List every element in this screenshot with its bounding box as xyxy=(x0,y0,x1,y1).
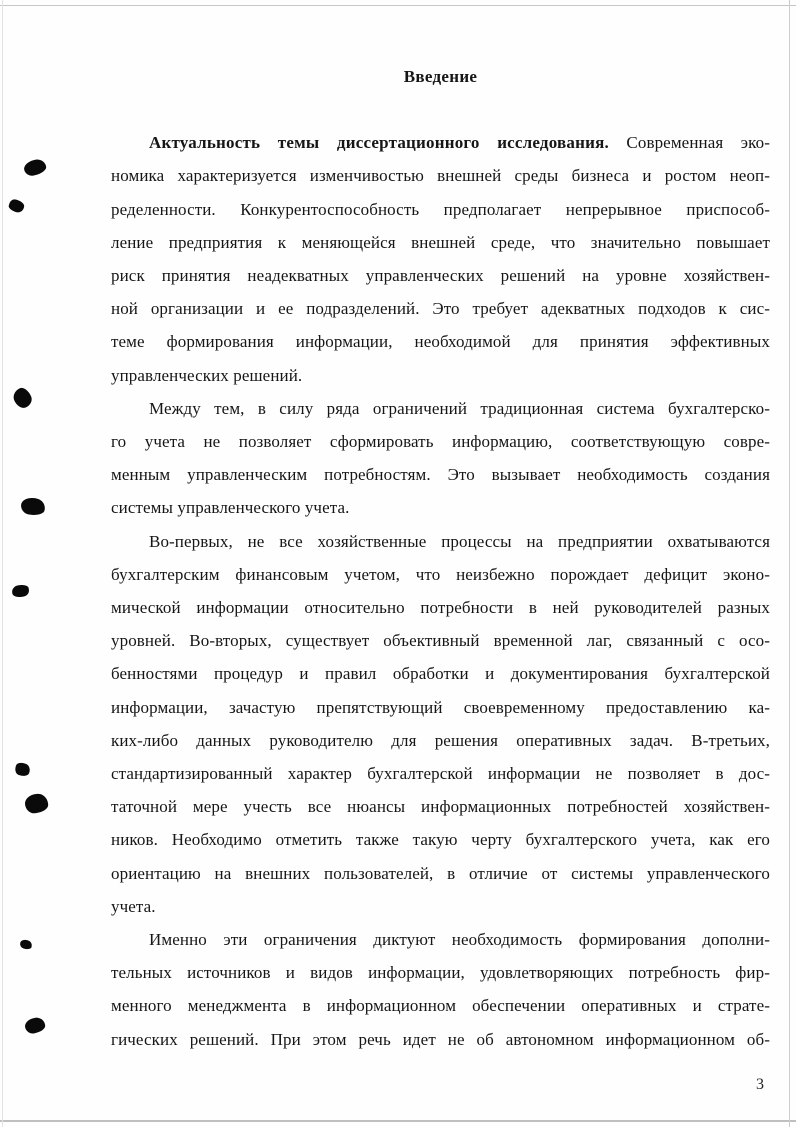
ink-blot xyxy=(20,496,46,516)
text-line: учета. xyxy=(111,896,156,916)
text-line: Между тем, в силу ряда ограничений традиционная система бухгалтерско- xyxy=(149,398,770,418)
ink-blot xyxy=(23,158,48,178)
ink-blot xyxy=(11,385,35,410)
text-line: мической информации относительно потребности в ней руководителей разных xyxy=(111,598,770,618)
text-line: теме формирования информации, необходимой для принятия эффективных xyxy=(111,332,770,352)
text-line: бухгалтерским финансовым учетом, что неизбежно порождает дефицит эконо- xyxy=(111,564,770,584)
document-content xyxy=(111,60,770,1056)
scan-edge-right xyxy=(789,0,790,1127)
text-line: риск принятия неадекватных управленческих решений на уровне хозяйствен- xyxy=(111,266,770,286)
text-line: управленческих решений. xyxy=(111,365,303,385)
text-line: ориентацию на внешних пользователей, в отличие от системы управленческого xyxy=(111,863,770,883)
text-line: номика характеризуется изменчивостью внешней среды бизнеса и ростом неоп- xyxy=(111,166,770,186)
paragraph xyxy=(111,525,770,923)
page-title: Введение xyxy=(403,67,478,86)
scan-edge-left xyxy=(2,0,3,1127)
text-line: бенностями процедур и правил обработки и документирования бухгалтерской xyxy=(111,664,770,684)
text-line: ников. Необходимо отметить также такую черту бухгалтерского учета, как его xyxy=(111,830,770,850)
text-line: стандартизированный характер бухгалтерской информации не позволяет в дос- xyxy=(111,764,770,784)
page-number: 3 xyxy=(756,1076,764,1093)
text-line: Актуальность темы диссертационного исследования. Современная эко- xyxy=(149,133,771,153)
ink-blot xyxy=(24,1016,47,1035)
text-line: менного менеджмента в информационном обеспечении оперативных и страте- xyxy=(111,996,770,1016)
scan-edge-top xyxy=(0,5,796,6)
text-line: уровней. Во-вторых, существует объективный временной лаг, связанный с осо- xyxy=(111,631,770,651)
text-line: ной организации и ее подразделений. Это требует адекватных подходов к сис- xyxy=(111,299,770,319)
text-line: ределенности. Конкурентоспособность предполагает непрерывное приспособ- xyxy=(111,199,770,219)
text-line: Во-первых, не все хозяйственные процессы на предприятии охватываются xyxy=(149,531,770,551)
text-line: го учета не позволяет сформировать информацию, соответствующую совре- xyxy=(111,432,770,452)
text-line: ких-либо данных руководителю для решения оперативных задач. В-третьих, xyxy=(111,730,770,750)
ink-blot xyxy=(24,793,49,814)
ink-blot xyxy=(13,761,32,779)
text-line: менным управленческим потребностям. Это вызывает необходимость создания xyxy=(111,465,770,485)
text-line: ление предприятия к меняющейся внешней среде, что значительно повышает xyxy=(111,232,770,252)
ink-blot xyxy=(19,939,33,951)
paragraph xyxy=(111,392,770,525)
text-line: гических решений. При этом речь идет не об автономном информационном об- xyxy=(111,1029,770,1049)
paragraph xyxy=(111,126,770,392)
text-line: информации, зачастую препятствующий своевременному предоставлению ка- xyxy=(111,697,770,717)
document-body xyxy=(111,126,770,1056)
text-line: системы управленческого учета. xyxy=(111,498,350,518)
text-line: таточной мере учесть все нюансы информационных потребностей хозяйствен- xyxy=(111,797,770,817)
text-line: тельных источников и видов информации, удовлетворяющих потребность фир- xyxy=(111,963,770,983)
ink-blot xyxy=(8,198,26,214)
paragraph xyxy=(111,923,770,1056)
ink-blot xyxy=(11,584,30,599)
scan-edge-bottom xyxy=(0,1120,796,1122)
text-line: Именно эти ограничения диктуют необходимость формирования дополни- xyxy=(149,930,770,950)
